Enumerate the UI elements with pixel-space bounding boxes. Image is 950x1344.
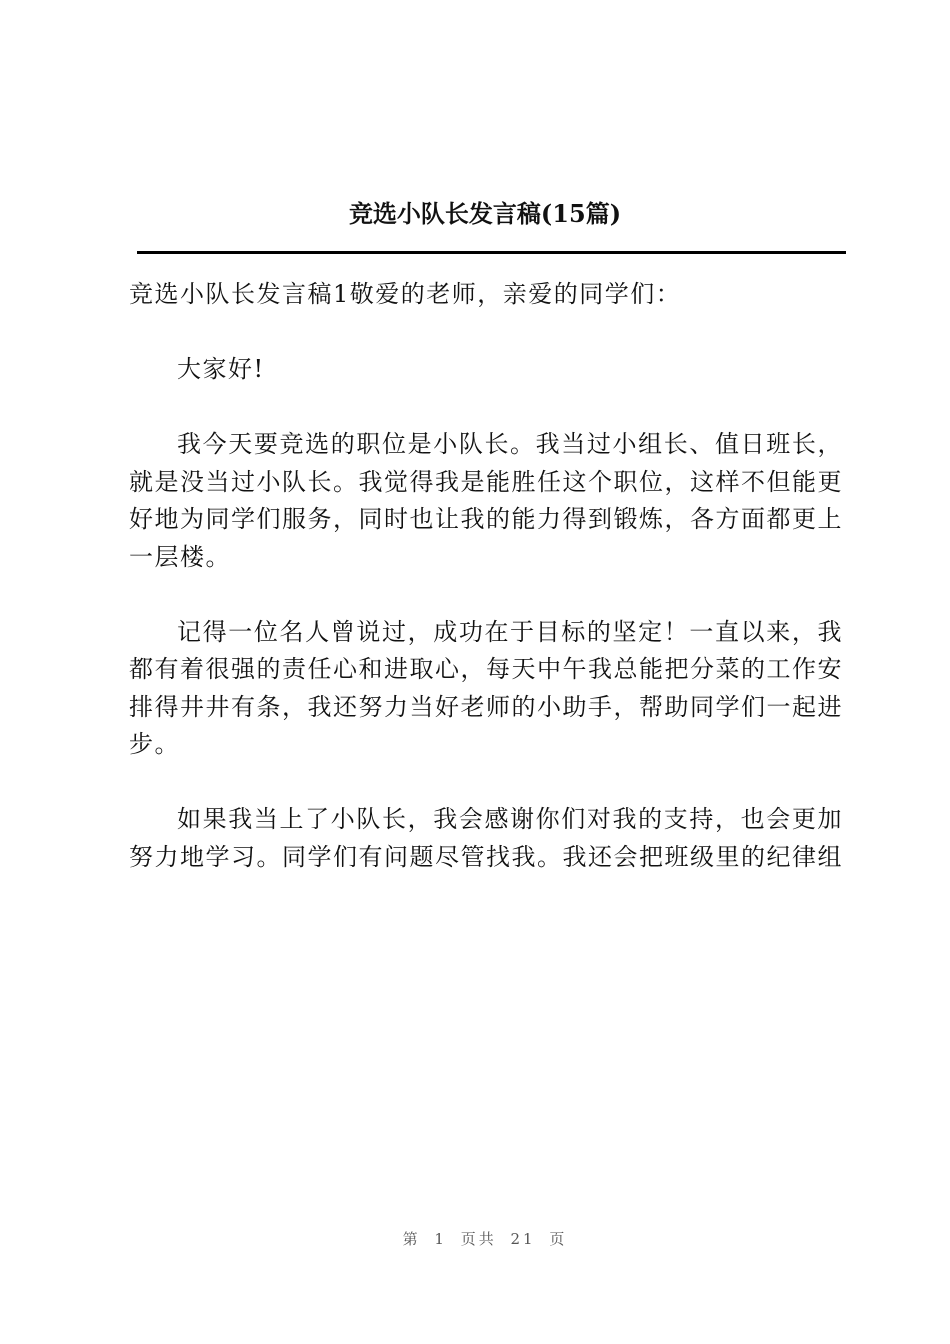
paragraph-hello: 大家好! — [177, 355, 265, 383]
title-underline — [137, 251, 846, 254]
paragraph-position: 我今天要竞选的职位是小队长。我当过小组长、值日班长，就是没当过小队长。我觉得我是能胜任这个职位，这样不但能更好地为同学们服务，同时也让我的能力得到锻炼，各方面都更上一层楼。 — [129, 430, 843, 571]
paragraph-promise: 如果我当上了小队长，我会感谢你们对我的支持，也会更加努力地学习。同学们有问题尽管找我。我还会把班级里的纪律组 — [129, 805, 843, 871]
paragraph-greeting: 竞选小队长发言稿1敬爱的老师，亲爱的同学们： — [129, 280, 682, 308]
document-title: 竞选小队长发言稿(15篇) — [348, 199, 622, 228]
document-body — [129, 276, 843, 914]
page-footer: 第 1 页共 21 页 — [402, 1230, 568, 1248]
paragraph-experience: 记得一位名人曾说过，成功在于目标的坚定！一直以来，我都有着很强的责任心和进取心，每天中午我总能把分菜的工作安排得井井有条，我还努力当好老师的小助手，帮助同学们一起进步。 — [129, 617, 843, 758]
